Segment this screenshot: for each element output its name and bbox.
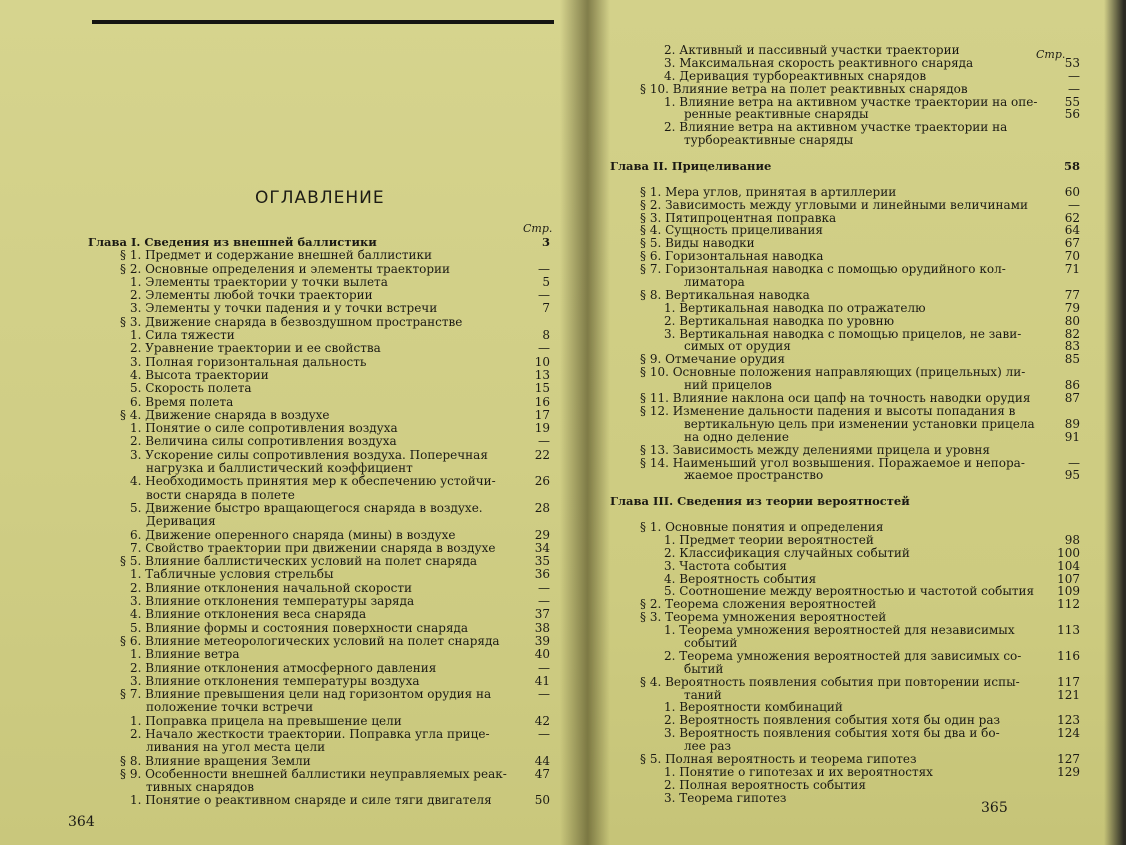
toc-entry	[588, 521, 1126, 534]
toc-entry-page: 28	[534, 500, 550, 515]
toc-entry-page: 58	[1063, 159, 1080, 174]
right-toc-list	[588, 44, 1126, 805]
toc-entry-text: § 2. Зависимость между угловыми и линейными величинами	[640, 197, 1028, 212]
toc-entry-text: § 6. Влияние метеорологических условий на полет снаряда	[120, 633, 500, 648]
toc-entry-text: § 5. Влияние баллистических условий на полет снаряда	[120, 554, 478, 569]
toc-entry-page: 7	[542, 301, 550, 316]
toc-entry-text: 3. Частота события	[664, 558, 787, 573]
toc-entry-page: 55	[1064, 94, 1080, 109]
toc-entry	[588, 121, 1126, 134]
toc-entry-text: § 3. Теорема умножения вероятностей	[640, 610, 887, 625]
toc-entry	[588, 766, 1126, 779]
toc-entry-page: 40	[534, 647, 550, 662]
toc-entry-page: —	[1068, 197, 1080, 212]
toc-entry-text: 5. Соотношение между вероятностью и частотой события	[664, 584, 1035, 599]
toc-entry-text: 2. Влияние отклонения атмосферного давления	[130, 660, 437, 675]
toc-entry-text: § 8. Вертикальная наводка	[640, 287, 810, 302]
toc-entry-page: 89	[1064, 416, 1080, 431]
toc-entry	[0, 622, 588, 635]
toc-entry-page: 16	[534, 394, 550, 409]
toc-entry	[588, 263, 1126, 276]
toc-entry	[588, 560, 1126, 573]
toc-entry	[0, 768, 588, 781]
toc-entry	[0, 635, 588, 648]
toc-entry	[0, 396, 588, 409]
toc-entry	[0, 316, 588, 329]
toc-entry	[0, 728, 588, 741]
toc-entry	[588, 650, 1126, 663]
toc-entry-text: 1. Влияние ветра	[130, 647, 240, 662]
toc-entry-page: 44	[534, 753, 550, 768]
toc-entry-text: 1. Понятие о силе сопротивления воздуха	[130, 421, 398, 436]
toc-entry-page: 42	[534, 713, 550, 728]
toc-entry-text: 1. Теорема умножения вероятностей для независимых	[664, 623, 1015, 638]
toc-entry-page: 19	[534, 421, 550, 436]
page-column-label: Стр.	[523, 222, 553, 235]
toc-entry-text: 1. Табличные условия стрельбы	[130, 567, 334, 582]
toc-entry	[0, 741, 588, 754]
toc-entry-page: 26	[534, 474, 550, 489]
toc-entry-text: симых от орудия	[684, 339, 791, 354]
toc-entry-text: § 1. Предмет и содержание внешней баллистики	[120, 248, 433, 263]
toc-entry-text: § 2. Теорема сложения вероятностей	[640, 597, 877, 612]
toc-entry	[0, 289, 588, 302]
toc-entry-page: 37	[534, 607, 550, 622]
toc-entry	[0, 502, 588, 515]
toc-entry-text: 1. Вертикальная наводка по отражателю	[664, 300, 926, 315]
toc-entry-text: § 1. Мера углов, принятая в артиллерии	[640, 184, 897, 199]
toc-entry-text: 4. Влияние отклонения веса снаряда	[130, 607, 367, 622]
toc-entry-text: 3. Максимальная скорость реактивного снаряда	[664, 55, 974, 70]
toc-entry	[588, 199, 1126, 212]
toc-entry-text: § 2. Основные определения и элементы траектории	[120, 261, 450, 276]
toc-entry-page: 70	[1064, 249, 1080, 264]
toc-entry-text: Глава III. Сведения из теории вероятностей	[610, 494, 910, 509]
toc-entry-page: 53	[1064, 55, 1080, 70]
toc-entry-text: таний	[684, 687, 722, 702]
toc-entry-text: § 9. Отмечание орудия	[640, 352, 785, 367]
toc-entry	[0, 542, 588, 555]
toc-entry-text: 1. Сила тяжести	[130, 328, 235, 343]
toc-entry-page: 79	[1064, 300, 1080, 315]
toc-entry-text: жаемое пространство	[684, 468, 824, 483]
toc-entry-text: вости снаряда в полете	[146, 487, 295, 502]
toc-entry	[0, 449, 588, 462]
toc-entry	[0, 489, 588, 502]
toc-entry-page: 104	[1057, 558, 1080, 573]
toc-entry-page: 3	[541, 235, 550, 249]
toc-entry-text: лее раз	[684, 739, 732, 754]
toc-entry-page: 36	[534, 567, 550, 582]
toc-entry	[0, 648, 588, 661]
toc-entry-page: 80	[1064, 313, 1080, 328]
toc-entry-page: 15	[534, 381, 550, 396]
toc-entry-page: 34	[534, 540, 550, 555]
toc-entry-text: ренные реактивные снаряды	[684, 107, 869, 122]
toc-entry-page: 67	[1064, 236, 1080, 251]
toc-entry	[0, 302, 588, 315]
toc-entry-text: § 3. Движение снаряда в безвоздушном пространстве	[120, 314, 463, 329]
toc-entry-text: Деривация	[146, 514, 216, 529]
toc-entry-page: 86	[1064, 378, 1080, 393]
toc-entry	[588, 495, 1126, 508]
toc-entry-page: 13	[534, 367, 550, 382]
toc-entry-text: лиматора	[684, 275, 745, 290]
toc-entry	[0, 595, 588, 608]
toc-entry-text: на одно деление	[684, 429, 789, 444]
toc-entry	[588, 186, 1126, 199]
toc-entry-text: нагрузка и баллистический коэффициент	[146, 461, 413, 476]
left-toc-list	[0, 236, 588, 808]
toc-entry	[588, 366, 1126, 379]
toc-entry-page: 10	[534, 354, 550, 369]
toc-entry	[588, 753, 1126, 766]
toc-entry-page: 85	[1064, 352, 1080, 367]
toc-entry-page: 91	[1064, 429, 1080, 444]
toc-entry	[588, 444, 1126, 457]
toc-entry-page: 123	[1057, 713, 1080, 728]
toc-entry-text: § 4. Движение снаряда в воздухе	[120, 407, 330, 422]
toc-entry-text: 4. Высота траектории	[130, 367, 269, 382]
toc-entry-text: 6. Движение оперенного снаряда (мины) в воздухе	[130, 527, 456, 542]
toc-entry-text: 1. Элементы траектории у точки вылета	[130, 274, 388, 289]
toc-entry-text: бытий	[684, 661, 724, 676]
toc-entry-page: 113	[1057, 623, 1080, 638]
right-page-number: 365	[981, 800, 1008, 816]
toc-entry-page: 100	[1057, 545, 1080, 560]
toc-entry-page: —	[538, 261, 550, 276]
toc-entry-page: 56	[1064, 107, 1080, 122]
toc-entry	[588, 676, 1126, 689]
toc-entry	[0, 342, 588, 355]
toc-entry	[588, 457, 1126, 470]
toc-entry-page: —	[538, 341, 550, 356]
toc-entry-text: § 14. Наименьший угол возвышения. Поражаемое и непора-	[640, 455, 1025, 470]
toc-entry-page: 71	[1064, 262, 1080, 277]
toc-entry	[588, 431, 1126, 444]
toc-entry-text: 2. Уравнение траектории и ее свойства	[130, 341, 381, 356]
toc-entry-page: 35	[534, 554, 550, 569]
toc-entry-page: —	[538, 726, 550, 741]
toc-entry-text: 3. Теорема гипотез	[664, 790, 787, 805]
toc-entry-page: 47	[534, 766, 550, 781]
toc-entry-text: 1. Понятие о гипотезах и их вероятностях	[664, 764, 933, 779]
toc-entry-page: 83	[1064, 339, 1080, 354]
toc-entry-text: 2. Теорема умножения вероятностей для зависимых со-	[664, 648, 1022, 663]
toc-entry	[588, 173, 1126, 186]
toc-entry	[0, 515, 588, 528]
toc-entry-text: § 7. Горизонтальная наводка с помощью орудийного кол-	[640, 262, 1006, 277]
toc-entry-text: 1. Понятие о реактивном снаряде и силе тяги двигателя	[130, 793, 492, 808]
toc-entry	[0, 422, 588, 435]
toc-entry	[0, 608, 588, 621]
toc-entry-page: —	[538, 687, 550, 702]
toc-entry	[588, 44, 1126, 57]
toc-entry-page: 127	[1057, 751, 1080, 766]
toc-entry	[588, 418, 1126, 431]
toc-entry	[0, 475, 588, 488]
toc-entry-text: 2. Элементы любой точки траектории	[130, 288, 373, 303]
toc-entry	[588, 302, 1126, 315]
toc-entry-text: ливания на угол места цели	[146, 740, 326, 755]
toc-entry-text: вертикальную цель при изменении установки прицела	[684, 416, 1035, 431]
toc-entry	[0, 329, 588, 342]
toc-entry-text: 7. Свойство траектории при движении снаряда в воздухе	[130, 540, 496, 555]
toc-entry	[588, 276, 1126, 289]
toc-entry-text: 1. Предмет теории вероятностей	[664, 532, 874, 547]
toc-entry-text: положение точки встречи	[146, 700, 314, 715]
toc-entry-page: 112	[1057, 597, 1080, 612]
toc-entry	[0, 382, 588, 395]
toc-title: ОГЛАВЛЕНИЕ	[255, 188, 385, 208]
toc-entry-page: 107	[1057, 571, 1080, 586]
toc-entry-text: 3. Влияние отклонения температуры воздуха	[130, 673, 420, 688]
toc-entry-page: —	[538, 660, 550, 675]
toc-entry-page: 5	[542, 274, 550, 289]
toc-entry	[588, 405, 1126, 418]
toc-entry	[0, 555, 588, 568]
left-page-number: 364	[68, 814, 95, 830]
toc-entry-text: 2. Вертикальная наводка по уровню	[664, 313, 895, 328]
toc-entry	[588, 624, 1126, 637]
toc-entry	[0, 662, 588, 675]
toc-entry-page: 22	[534, 447, 550, 462]
toc-entry-text: 4. Деривация турбореактивных снарядов	[664, 68, 927, 83]
toc-entry	[588, 792, 1126, 805]
toc-entry	[0, 794, 588, 807]
toc-entry-text: 3. Полная горизонтальная дальность	[130, 354, 367, 369]
toc-entry-page: —	[538, 580, 550, 595]
toc-entry-page: —	[538, 434, 550, 449]
toc-entry	[588, 328, 1126, 341]
toc-entry	[588, 160, 1126, 173]
toc-entry-page: 60	[1064, 184, 1080, 199]
toc-entry-page: —	[1068, 81, 1080, 96]
toc-entry	[588, 469, 1126, 482]
toc-entry	[0, 582, 588, 595]
toc-entry-text: § 7. Влияние превышения цели над горизонтом орудия на	[120, 687, 492, 702]
toc-entry	[0, 781, 588, 794]
toc-entry-text: 1. Поправка прицела на превышение цели	[130, 713, 402, 728]
toc-entry-text: 5. Влияние формы и состояния поверхности снаряда	[130, 620, 469, 635]
toc-entry	[588, 70, 1126, 83]
toc-entry-text: 3. Вертикальная наводка с помощью прицелов, не зави-	[664, 326, 1022, 341]
toc-entry-text: 4. Необходимость принятия мер к обеспечению устойчи-	[130, 474, 496, 489]
book-edge-shadow	[1104, 0, 1126, 845]
toc-entry-text: 5. Движение быстро вращающегося снаряда в воздухе.	[130, 500, 483, 515]
toc-entry-text: 3. Вероятность появления события хотя бы два и бо-	[664, 726, 1000, 741]
toc-entry	[588, 547, 1126, 560]
toc-entry	[0, 435, 588, 448]
toc-entry	[0, 715, 588, 728]
toc-entry-page: 64	[1064, 223, 1080, 238]
toc-entry	[588, 727, 1126, 740]
toc-entry-text: 4. Вероятность события	[664, 571, 817, 586]
toc-entry	[588, 289, 1126, 302]
toc-entry-page: 62	[1064, 210, 1080, 225]
toc-entry-page: 41	[534, 673, 550, 688]
toc-entry-text: 2. Активный и пассивный участки траектории	[664, 43, 960, 57]
toc-entry-page: 109	[1057, 584, 1080, 599]
toc-entry	[0, 755, 588, 768]
toc-entry-text: 1. Влияние ветра на активном участке траектории на опе-	[664, 94, 1038, 109]
toc-entry-text: 3. Ускорение силы сопротивления воздуха. Поперечная	[130, 447, 488, 462]
toc-entry	[588, 663, 1126, 676]
toc-entry	[0, 675, 588, 688]
toc-entry-page: 116	[1057, 648, 1080, 663]
toc-entry	[588, 779, 1126, 792]
toc-entry	[588, 315, 1126, 328]
toc-entry	[588, 83, 1126, 96]
toc-entry-text: 3. Элементы у точки падения и у точки встречи	[130, 301, 438, 316]
toc-entry-page: 121	[1057, 687, 1080, 702]
toc-entry-text: § 12. Изменение дальности падения и высоты попадания в	[640, 403, 1016, 418]
toc-entry	[0, 356, 588, 369]
toc-entry	[0, 688, 588, 701]
toc-entry	[588, 637, 1126, 650]
toc-entry	[588, 134, 1126, 147]
toc-entry-page: 77	[1064, 287, 1080, 302]
toc-entry	[0, 568, 588, 581]
toc-entry	[588, 534, 1126, 547]
toc-entry-text: § 1. Основные понятия и определения	[640, 519, 884, 534]
toc-entry-page: 87	[1064, 391, 1080, 406]
toc-entry-page: 39	[534, 633, 550, 648]
toc-entry-text: Глава I. Сведения из внешней баллистики	[88, 235, 377, 249]
toc-entry-page: 17	[534, 407, 550, 422]
toc-entry-page: 29	[534, 527, 550, 542]
toc-entry	[0, 249, 588, 262]
toc-entry	[0, 276, 588, 289]
toc-entry-page: 38	[534, 620, 550, 635]
toc-entry-text: § 4. Вероятность появления события при повторении испы-	[640, 674, 1020, 689]
toc-entry-text: 2. Величина силы сопротивления воздуха	[130, 434, 397, 449]
toc-entry-text: 1. Вероятности комбинаций	[664, 700, 843, 715]
toc-entry	[0, 409, 588, 422]
toc-entry-page: —	[1068, 455, 1080, 470]
toc-entry-text: 2. Начало жесткости траектории. Поправка угла прице-	[130, 726, 490, 741]
toc-entry-page: 8	[542, 328, 550, 343]
toc-entry-text: турбореактивные снаряды	[684, 133, 854, 148]
toc-entry-text: 2. Полная вероятность события	[664, 777, 866, 792]
toc-entry-page: 95	[1064, 468, 1080, 483]
toc-entry	[0, 529, 588, 542]
toc-entry	[0, 263, 588, 276]
right-page	[588, 0, 1126, 845]
toc-entry-text: § 9. Особенности внешней баллистики неуправляемых реак-	[120, 766, 507, 781]
toc-entry-text: тивных снарядов	[146, 780, 255, 795]
toc-entry-text: § 6. Горизонтальная наводка	[640, 249, 824, 264]
toc-entry-text: § 13. Зависимость между делениями прицела и уровня	[640, 442, 990, 457]
toc-entry	[0, 236, 588, 249]
toc-entry-text: 2. Вероятность появления события хотя бы один раз	[664, 713, 1001, 728]
toc-entry-text: ний прицелов	[684, 378, 772, 393]
toc-entry	[588, 57, 1126, 70]
toc-entry-page: —	[538, 288, 550, 303]
toc-entry-page: 98	[1064, 532, 1080, 547]
header-rule	[92, 20, 554, 24]
toc-entry-text: § 10. Основные положения направляющих (прицельных) ли-	[640, 365, 1026, 380]
page-column-label-right: Стр.	[1036, 48, 1066, 61]
toc-entry-text: событий	[684, 635, 738, 650]
toc-entry-text: 5. Скорость полета	[130, 381, 252, 396]
toc-entry-text: § 3. Пятипроцентная поправка	[640, 210, 837, 225]
toc-entry-page: 50	[534, 793, 550, 808]
toc-entry	[588, 392, 1126, 405]
toc-entry-page: —	[1068, 68, 1080, 83]
toc-entry-text: § 11. Влияние наклона оси цапф на точность наводки орудия	[640, 391, 1031, 406]
toc-entry-text: § 4. Сущность прицеливания	[640, 223, 823, 238]
toc-entry-text: 6. Время полета	[130, 394, 234, 409]
toc-entry-text: 2. Классификация случайных событий	[664, 545, 910, 560]
toc-entry-text: 3. Влияние отклонения температуры заряда	[130, 594, 415, 609]
toc-entry	[0, 462, 588, 475]
toc-entry-page: 82	[1064, 326, 1080, 341]
toc-entry-text: Глава II. Прицеливание	[610, 159, 772, 174]
toc-entry-text: § 5. Виды наводки	[640, 236, 755, 251]
toc-entry-page: —	[538, 594, 550, 609]
toc-entry-text: § 5. Полная вероятность и теорема гипотез	[640, 751, 917, 766]
toc-entry-text: § 8. Влияние вращения Земли	[120, 753, 311, 768]
toc-entry-text: § 10. Влияние ветра на полет реактивных снарядов	[640, 81, 968, 96]
toc-entry-page: 129	[1057, 764, 1080, 779]
toc-entry	[0, 369, 588, 382]
toc-entry-text: 2. Влияние ветра на активном участке траектории на	[664, 120, 1008, 135]
toc-entry-text: 2. Влияние отклонения начальной скорости	[130, 580, 413, 595]
toc-entry-page: 124	[1057, 726, 1080, 741]
toc-entry-page: 117	[1057, 674, 1080, 689]
toc-entry	[0, 701, 588, 714]
